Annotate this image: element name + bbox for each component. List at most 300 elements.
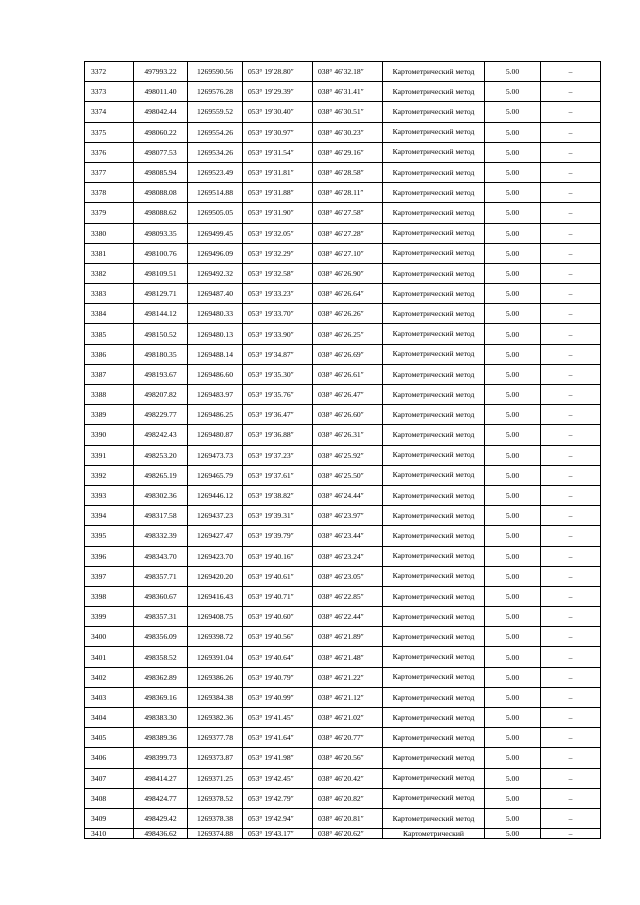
point-number: 3403 bbox=[85, 687, 134, 707]
latitude: 053° 19′41.64″ bbox=[243, 728, 313, 748]
method-name: Картометрический метод bbox=[383, 324, 485, 344]
table-row bbox=[85, 183, 601, 203]
table-row bbox=[85, 223, 601, 243]
point-number: 3389 bbox=[85, 405, 134, 425]
accuracy-value: 5.00 bbox=[485, 566, 541, 586]
longitude: 038° 46′28.58″ bbox=[313, 162, 383, 182]
coord-x: 498207.82 bbox=[134, 385, 188, 405]
coord-y: 1269391.04 bbox=[188, 647, 243, 667]
note-dash: – bbox=[541, 405, 601, 425]
point-number: 3382 bbox=[85, 263, 134, 283]
latitude: 053° 19′31.81″ bbox=[243, 162, 313, 182]
coord-y: 1269465.79 bbox=[188, 465, 243, 485]
longitude: 038° 46′30.51″ bbox=[313, 102, 383, 122]
note-dash: – bbox=[541, 586, 601, 606]
accuracy-value: 5.00 bbox=[485, 284, 541, 304]
coord-x: 498242.43 bbox=[134, 425, 188, 445]
longitude: 038° 46′21.02″ bbox=[313, 708, 383, 728]
table-row bbox=[85, 607, 601, 627]
coord-y: 1269480.33 bbox=[188, 304, 243, 324]
point-number: 3409 bbox=[85, 808, 134, 828]
coord-y: 1269384.38 bbox=[188, 687, 243, 707]
accuracy-value: 5.00 bbox=[485, 364, 541, 384]
method-name: Картометрический метод bbox=[383, 62, 485, 82]
note-dash: – bbox=[541, 768, 601, 788]
latitude: 053° 19′40.64″ bbox=[243, 647, 313, 667]
table-row bbox=[85, 102, 601, 122]
note-dash: – bbox=[541, 82, 601, 102]
accuracy-value: 5.00 bbox=[485, 506, 541, 526]
point-number: 3385 bbox=[85, 324, 134, 344]
method-name: Картометрический метод bbox=[383, 364, 485, 384]
note-dash: – bbox=[541, 526, 601, 546]
point-number: 3402 bbox=[85, 667, 134, 687]
note-dash: – bbox=[541, 284, 601, 304]
table-row bbox=[85, 485, 601, 505]
method-name: Картометрический метод bbox=[383, 223, 485, 243]
accuracy-value: 5.00 bbox=[485, 62, 541, 82]
method-name: Картометрический метод bbox=[383, 788, 485, 808]
longitude: 038° 46′26.61″ bbox=[313, 364, 383, 384]
point-number: 3386 bbox=[85, 344, 134, 364]
latitude: 053° 19′39.31″ bbox=[243, 506, 313, 526]
note-dash: – bbox=[541, 647, 601, 667]
method-name: Картометрический метод bbox=[383, 445, 485, 465]
latitude: 053° 19′39.79″ bbox=[243, 526, 313, 546]
table-row bbox=[85, 284, 601, 304]
longitude: 038° 46′29.16″ bbox=[313, 142, 383, 162]
point-number: 3376 bbox=[85, 142, 134, 162]
table-row bbox=[85, 546, 601, 566]
method-name: Картометрический bbox=[383, 829, 485, 839]
coord-x: 498109.51 bbox=[134, 263, 188, 283]
accuracy-value: 5.00 bbox=[485, 546, 541, 566]
table-row bbox=[85, 142, 601, 162]
latitude: 053° 19′37.23″ bbox=[243, 445, 313, 465]
method-name: Картометрический метод bbox=[383, 344, 485, 364]
accuracy-value: 5.00 bbox=[485, 263, 541, 283]
note-dash: – bbox=[541, 364, 601, 384]
note-dash: – bbox=[541, 829, 601, 839]
latitude: 053° 19′28.80″ bbox=[243, 62, 313, 82]
point-number: 3388 bbox=[85, 385, 134, 405]
latitude: 053° 19′42.45″ bbox=[243, 768, 313, 788]
longitude: 038° 46′20.56″ bbox=[313, 748, 383, 768]
point-number: 3404 bbox=[85, 708, 134, 728]
note-dash: – bbox=[541, 263, 601, 283]
coord-y: 1269386.26 bbox=[188, 667, 243, 687]
table-row bbox=[85, 687, 601, 707]
coord-y: 1269486.60 bbox=[188, 364, 243, 384]
latitude: 053° 19′31.54″ bbox=[243, 142, 313, 162]
table-row bbox=[85, 162, 601, 182]
coordinates-table bbox=[84, 61, 601, 839]
coord-x: 498088.08 bbox=[134, 183, 188, 203]
note-dash: – bbox=[541, 324, 601, 344]
note-dash: – bbox=[541, 122, 601, 142]
longitude: 038° 46′32.18″ bbox=[313, 62, 383, 82]
coord-y: 1269559.52 bbox=[188, 102, 243, 122]
accuracy-value: 5.00 bbox=[485, 667, 541, 687]
method-name: Картометрический метод bbox=[383, 748, 485, 768]
coord-x: 497993.22 bbox=[134, 62, 188, 82]
latitude: 053° 19′30.40″ bbox=[243, 102, 313, 122]
point-number: 3400 bbox=[85, 627, 134, 647]
method-name: Картометрический метод bbox=[383, 647, 485, 667]
coord-x: 498265.19 bbox=[134, 465, 188, 485]
point-number: 3399 bbox=[85, 607, 134, 627]
latitude: 053° 19′32.58″ bbox=[243, 263, 313, 283]
table-row bbox=[85, 667, 601, 687]
method-name: Картометрический метод bbox=[383, 425, 485, 445]
coord-x: 498369.16 bbox=[134, 687, 188, 707]
longitude: 038° 46′26.69″ bbox=[313, 344, 383, 364]
coord-y: 1269427.47 bbox=[188, 526, 243, 546]
accuracy-value: 5.00 bbox=[485, 324, 541, 344]
note-dash: – bbox=[541, 223, 601, 243]
note-dash: – bbox=[541, 465, 601, 485]
point-number: 3408 bbox=[85, 788, 134, 808]
accuracy-value: 5.00 bbox=[485, 768, 541, 788]
coord-x: 498436.62 bbox=[134, 829, 188, 839]
coordinates-table-page bbox=[84, 61, 600, 839]
longitude: 038° 46′20.82″ bbox=[313, 788, 383, 808]
latitude: 053° 19′40.99″ bbox=[243, 687, 313, 707]
table-row bbox=[85, 808, 601, 828]
coord-x: 498060.22 bbox=[134, 122, 188, 142]
note-dash: – bbox=[541, 607, 601, 627]
latitude: 053° 19′41.45″ bbox=[243, 708, 313, 728]
method-name: Картометрический метод bbox=[383, 506, 485, 526]
coord-x: 498360.67 bbox=[134, 586, 188, 606]
method-name: Картометрический метод bbox=[383, 485, 485, 505]
accuracy-value: 5.00 bbox=[485, 647, 541, 667]
coord-x: 498042.44 bbox=[134, 102, 188, 122]
longitude: 038° 46′21.48″ bbox=[313, 647, 383, 667]
point-number: 3396 bbox=[85, 546, 134, 566]
method-name: Картометрический метод bbox=[383, 122, 485, 142]
coord-y: 1269378.52 bbox=[188, 788, 243, 808]
note-dash: – bbox=[541, 162, 601, 182]
note-dash: – bbox=[541, 687, 601, 707]
accuracy-value: 5.00 bbox=[485, 748, 541, 768]
coord-x: 498011.40 bbox=[134, 82, 188, 102]
coord-x: 498332.39 bbox=[134, 526, 188, 546]
point-number: 3379 bbox=[85, 203, 134, 223]
accuracy-value: 5.00 bbox=[485, 102, 541, 122]
method-name: Картометрический метод bbox=[383, 728, 485, 748]
accuracy-value: 5.00 bbox=[485, 445, 541, 465]
accuracy-value: 5.00 bbox=[485, 586, 541, 606]
note-dash: – bbox=[541, 748, 601, 768]
accuracy-value: 5.00 bbox=[485, 203, 541, 223]
point-number: 3393 bbox=[85, 485, 134, 505]
method-name: Картометрический метод bbox=[383, 808, 485, 828]
point-number: 3374 bbox=[85, 102, 134, 122]
note-dash: – bbox=[541, 546, 601, 566]
point-number: 3405 bbox=[85, 728, 134, 748]
method-name: Картометрический метод bbox=[383, 566, 485, 586]
accuracy-value: 5.00 bbox=[485, 122, 541, 142]
longitude: 038° 46′25.50″ bbox=[313, 465, 383, 485]
longitude: 038° 46′20.77″ bbox=[313, 728, 383, 748]
table-row bbox=[85, 708, 601, 728]
accuracy-value: 5.00 bbox=[485, 829, 541, 839]
table-row bbox=[85, 627, 601, 647]
coord-y: 1269483.97 bbox=[188, 385, 243, 405]
latitude: 053° 19′33.70″ bbox=[243, 304, 313, 324]
coordinates-table-body bbox=[85, 62, 601, 839]
coord-x: 498383.30 bbox=[134, 708, 188, 728]
accuracy-value: 5.00 bbox=[485, 82, 541, 102]
accuracy-value: 5.00 bbox=[485, 405, 541, 425]
accuracy-value: 5.00 bbox=[485, 687, 541, 707]
method-name: Картометрический метод bbox=[383, 708, 485, 728]
coord-y: 1269408.75 bbox=[188, 607, 243, 627]
note-dash: – bbox=[541, 788, 601, 808]
accuracy-value: 5.00 bbox=[485, 485, 541, 505]
point-number: 3392 bbox=[85, 465, 134, 485]
accuracy-value: 5.00 bbox=[485, 465, 541, 485]
method-name: Картометрический метод bbox=[383, 607, 485, 627]
longitude: 038° 46′22.85″ bbox=[313, 586, 383, 606]
point-number: 3394 bbox=[85, 506, 134, 526]
method-name: Картометрический метод bbox=[383, 465, 485, 485]
longitude: 038° 46′25.92″ bbox=[313, 445, 383, 465]
latitude: 053° 19′40.60″ bbox=[243, 607, 313, 627]
coord-y: 1269480.13 bbox=[188, 324, 243, 344]
coord-x: 498358.52 bbox=[134, 647, 188, 667]
table-row bbox=[85, 304, 601, 324]
table-row bbox=[85, 465, 601, 485]
note-dash: – bbox=[541, 627, 601, 647]
point-number: 3372 bbox=[85, 62, 134, 82]
method-name: Картометрический метод bbox=[383, 203, 485, 223]
accuracy-value: 5.00 bbox=[485, 526, 541, 546]
note-dash: – bbox=[541, 808, 601, 828]
longitude: 038° 46′20.81″ bbox=[313, 808, 383, 828]
table-row bbox=[85, 788, 601, 808]
latitude: 053° 19′40.61″ bbox=[243, 566, 313, 586]
note-dash: – bbox=[541, 142, 601, 162]
table-row bbox=[85, 566, 601, 586]
table-row bbox=[85, 243, 601, 263]
longitude: 038° 46′26.64″ bbox=[313, 284, 383, 304]
accuracy-value: 5.00 bbox=[485, 425, 541, 445]
coord-x: 498302.36 bbox=[134, 485, 188, 505]
table-row bbox=[85, 647, 601, 667]
point-number: 3397 bbox=[85, 566, 134, 586]
table-row bbox=[85, 506, 601, 526]
table-row bbox=[85, 344, 601, 364]
coord-y: 1269373.87 bbox=[188, 748, 243, 768]
coord-x: 498100.76 bbox=[134, 243, 188, 263]
table-row bbox=[85, 203, 601, 223]
latitude: 053° 19′34.87″ bbox=[243, 344, 313, 364]
accuracy-value: 5.00 bbox=[485, 728, 541, 748]
point-number: 3390 bbox=[85, 425, 134, 445]
coord-y: 1269486.25 bbox=[188, 405, 243, 425]
method-name: Картометрический метод bbox=[383, 82, 485, 102]
coord-y: 1269487.40 bbox=[188, 284, 243, 304]
longitude: 038° 46′26.25″ bbox=[313, 324, 383, 344]
point-number: 3373 bbox=[85, 82, 134, 102]
latitude: 053° 19′43.17″ bbox=[243, 829, 313, 839]
point-number: 3378 bbox=[85, 183, 134, 203]
coord-y: 1269378.38 bbox=[188, 808, 243, 828]
method-name: Картометрический метод bbox=[383, 667, 485, 687]
coord-x: 498424.77 bbox=[134, 788, 188, 808]
latitude: 053° 19′40.16″ bbox=[243, 546, 313, 566]
note-dash: – bbox=[541, 445, 601, 465]
coord-y: 1269377.78 bbox=[188, 728, 243, 748]
coord-y: 1269590.56 bbox=[188, 62, 243, 82]
longitude: 038° 46′20.42″ bbox=[313, 768, 383, 788]
coord-x: 498357.71 bbox=[134, 566, 188, 586]
latitude: 053° 19′33.90″ bbox=[243, 324, 313, 344]
latitude: 053° 19′42.79″ bbox=[243, 788, 313, 808]
longitude: 038° 46′23.05″ bbox=[313, 566, 383, 586]
latitude: 053° 19′31.90″ bbox=[243, 203, 313, 223]
latitude: 053° 19′40.79″ bbox=[243, 667, 313, 687]
coord-x: 498357.31 bbox=[134, 607, 188, 627]
coord-x: 498093.35 bbox=[134, 223, 188, 243]
latitude: 053° 19′30.97″ bbox=[243, 122, 313, 142]
method-name: Картометрический метод bbox=[383, 627, 485, 647]
coord-x: 498229.77 bbox=[134, 405, 188, 425]
coord-x: 498317.58 bbox=[134, 506, 188, 526]
note-dash: – bbox=[541, 728, 601, 748]
point-number: 3401 bbox=[85, 647, 134, 667]
point-number: 3375 bbox=[85, 122, 134, 142]
coord-y: 1269492.32 bbox=[188, 263, 243, 283]
coord-x: 498343.70 bbox=[134, 546, 188, 566]
method-name: Картометрический метод bbox=[383, 243, 485, 263]
coord-x: 498150.52 bbox=[134, 324, 188, 344]
table-row bbox=[85, 82, 601, 102]
latitude: 053° 19′40.71″ bbox=[243, 586, 313, 606]
method-name: Картометрический метод bbox=[383, 284, 485, 304]
method-name: Картометрический метод bbox=[383, 526, 485, 546]
method-name: Картометрический метод bbox=[383, 162, 485, 182]
note-dash: – bbox=[541, 243, 601, 263]
note-dash: – bbox=[541, 62, 601, 82]
method-name: Картометрический метод bbox=[383, 768, 485, 788]
method-name: Картометрический метод bbox=[383, 102, 485, 122]
latitude: 053° 19′35.76″ bbox=[243, 385, 313, 405]
longitude: 038° 46′26.90″ bbox=[313, 263, 383, 283]
method-name: Картометрический метод bbox=[383, 687, 485, 707]
coord-x: 498180.35 bbox=[134, 344, 188, 364]
accuracy-value: 5.00 bbox=[485, 808, 541, 828]
accuracy-value: 5.00 bbox=[485, 607, 541, 627]
table-row bbox=[85, 122, 601, 142]
coord-y: 1269554.26 bbox=[188, 122, 243, 142]
accuracy-value: 5.00 bbox=[485, 243, 541, 263]
coord-x: 498085.94 bbox=[134, 162, 188, 182]
method-name: Картометрический метод bbox=[383, 304, 485, 324]
note-dash: – bbox=[541, 425, 601, 445]
table-row bbox=[85, 748, 601, 768]
table-row bbox=[85, 586, 601, 606]
point-number: 3410 bbox=[85, 829, 134, 839]
table-row bbox=[85, 385, 601, 405]
method-name: Картометрический метод bbox=[383, 405, 485, 425]
accuracy-value: 5.00 bbox=[485, 627, 541, 647]
latitude: 053° 19′40.56″ bbox=[243, 627, 313, 647]
note-dash: – bbox=[541, 183, 601, 203]
longitude: 038° 46′28.11″ bbox=[313, 183, 383, 203]
longitude: 038° 46′26.60″ bbox=[313, 405, 383, 425]
note-dash: – bbox=[541, 385, 601, 405]
latitude: 053° 19′36.47″ bbox=[243, 405, 313, 425]
coord-y: 1269382.36 bbox=[188, 708, 243, 728]
table-row bbox=[85, 62, 601, 82]
note-dash: – bbox=[541, 304, 601, 324]
longitude: 038° 46′30.23″ bbox=[313, 122, 383, 142]
longitude: 038° 46′21.22″ bbox=[313, 667, 383, 687]
coord-y: 1269437.23 bbox=[188, 506, 243, 526]
method-name: Картометрический метод bbox=[383, 142, 485, 162]
point-number: 3381 bbox=[85, 243, 134, 263]
coord-y: 1269371.25 bbox=[188, 768, 243, 788]
accuracy-value: 5.00 bbox=[485, 183, 541, 203]
coord-x: 498129.71 bbox=[134, 284, 188, 304]
coord-x: 498362.89 bbox=[134, 667, 188, 687]
table-row bbox=[85, 526, 601, 546]
longitude: 038° 46′26.47″ bbox=[313, 385, 383, 405]
point-number: 3407 bbox=[85, 768, 134, 788]
point-number: 3395 bbox=[85, 526, 134, 546]
longitude: 038° 46′23.97″ bbox=[313, 506, 383, 526]
longitude: 038° 46′23.44″ bbox=[313, 526, 383, 546]
coord-y: 1269480.87 bbox=[188, 425, 243, 445]
coord-x: 498429.42 bbox=[134, 808, 188, 828]
table-row bbox=[85, 445, 601, 465]
note-dash: – bbox=[541, 485, 601, 505]
table-row bbox=[85, 768, 601, 788]
coord-y: 1269473.73 bbox=[188, 445, 243, 465]
method-name: Картометрический метод bbox=[383, 263, 485, 283]
coord-x: 498389.36 bbox=[134, 728, 188, 748]
point-number: 3380 bbox=[85, 223, 134, 243]
method-name: Картометрический метод bbox=[383, 183, 485, 203]
note-dash: – bbox=[541, 203, 601, 223]
coord-y: 1269398.72 bbox=[188, 627, 243, 647]
note-dash: – bbox=[541, 102, 601, 122]
coord-y: 1269374.88 bbox=[188, 829, 243, 839]
coord-y: 1269423.70 bbox=[188, 546, 243, 566]
coord-x: 498414.27 bbox=[134, 768, 188, 788]
longitude: 038° 46′27.10″ bbox=[313, 243, 383, 263]
coord-x: 498399.73 bbox=[134, 748, 188, 768]
longitude: 038° 46′31.41″ bbox=[313, 82, 383, 102]
table-row bbox=[85, 263, 601, 283]
coord-x: 498077.53 bbox=[134, 142, 188, 162]
coord-x: 498088.62 bbox=[134, 203, 188, 223]
longitude: 038° 46′23.24″ bbox=[313, 546, 383, 566]
accuracy-value: 5.00 bbox=[485, 162, 541, 182]
latitude: 053° 19′35.30″ bbox=[243, 364, 313, 384]
accuracy-value: 5.00 bbox=[485, 142, 541, 162]
accuracy-value: 5.00 bbox=[485, 344, 541, 364]
point-number: 3383 bbox=[85, 284, 134, 304]
note-dash: – bbox=[541, 566, 601, 586]
coord-x: 498356.09 bbox=[134, 627, 188, 647]
accuracy-value: 5.00 bbox=[485, 708, 541, 728]
latitude: 053° 19′32.05″ bbox=[243, 223, 313, 243]
longitude: 038° 46′26.26″ bbox=[313, 304, 383, 324]
